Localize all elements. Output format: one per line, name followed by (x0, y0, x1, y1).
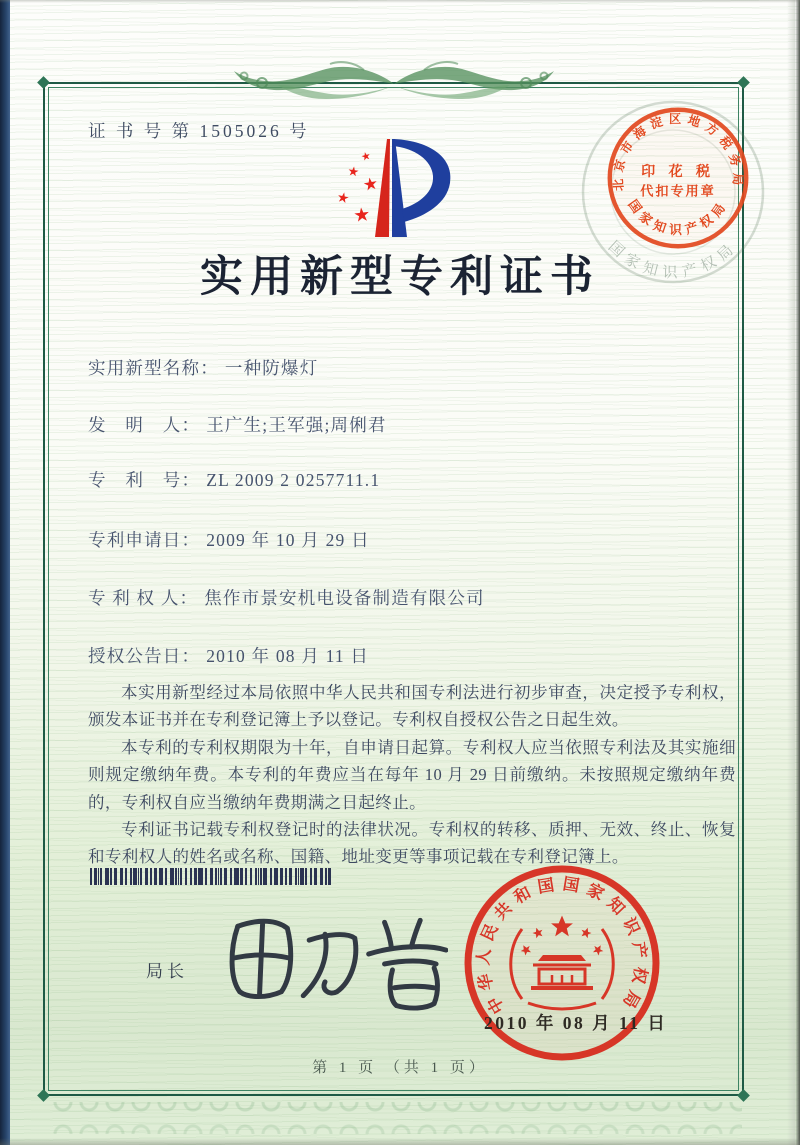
field-label: 专 利 号： (88, 470, 201, 490)
logo-star-icon: ★ (335, 190, 351, 208)
legal-paragraph: 专利证书记载专利权登记时的法律状况。专利权的转移、质押、无效、终止、恢复和专利权人的姓名或名称、国籍、地址变更等事项记载在专利登记簿上。 (88, 820, 736, 867)
certificate-number: 证 书 号 第 1505026 号 (88, 121, 310, 141)
commissioner-title-label: 局长 (146, 962, 188, 981)
field-row-patentee (88, 585, 485, 610)
certificate-barcode (90, 868, 331, 885)
tax-stamp-arc-bottom: 国家知识产权局 (625, 197, 731, 238)
field-row-patent-number (88, 467, 380, 492)
field-label: 授权公告日： (88, 646, 201, 666)
patent-office-logo (328, 131, 480, 247)
field-row-inventors (88, 412, 387, 437)
field-row-name (88, 355, 318, 380)
field-row-filing-date (88, 527, 370, 552)
tax-stamp-line2: 代扣专用章 (640, 183, 716, 199)
field-label: 实用新型名称： (88, 358, 219, 378)
embossed-seal-text: 国家知识产权局 (604, 238, 742, 282)
legal-text-block (88, 679, 736, 871)
page-edge-top (0, 0, 800, 3)
logo-star-icon: ★ (352, 204, 372, 227)
field-value: 2010 年 08 月 11 日 (206, 646, 370, 666)
legal-paragraph: 本专利的专利权期限为十年，自申请日起算。专利权人应当依照专利法及其实施细则规定缴纳年费。本专利的年费应当在每年 10 月 29 日前缴纳。未按照规定缴纳年费的，专利权自应当缴纳年费期满之日起终止。 (88, 737, 736, 812)
field-value: 一种防爆灯 (224, 358, 319, 378)
page-edge-right (795, 0, 800, 1145)
frame-corner-ornament (737, 1089, 750, 1102)
field-label: 专利申请日： (88, 530, 201, 550)
tax-stamp-line1: 印 花 税 (641, 164, 715, 181)
field-value: 王广生;王军强;周俐君 (206, 415, 387, 435)
field-value: ZL 2009 2 0257711.1 (206, 470, 381, 490)
field-value: 2009 年 10 月 29 日 (206, 530, 370, 550)
field-label: 发 明 人： (88, 415, 201, 435)
frame-top-flourish-ornament (224, 56, 564, 112)
page-edge-bottom (0, 1138, 800, 1145)
seal-ring-text: 中华人民共和国国家知识产权局 (473, 874, 651, 1018)
bottom-lace-ornament (50, 1102, 742, 1134)
logo-blue-wedge (392, 139, 407, 237)
frame-corner-ornament (737, 76, 750, 89)
page-edge-right-shadow (787, 0, 795, 1145)
logo-star-icon: ★ (359, 149, 373, 164)
legal-paragraph: 本实用新型经过本局依照中华人民共和国专利法进行初步审查，决定授予专利权，颁发本证书并在专利登记簿上予以登记。专利权自授权公告之日起生效。 (88, 683, 736, 730)
tax-stamp-arc-top: 北京市海淀区地方税务局 (611, 112, 745, 192)
field-label: 专 利 权 人： (88, 588, 199, 608)
field-row-grant-date (88, 643, 369, 668)
logo-star-icon: ★ (346, 163, 361, 180)
frame-corner-ornament (37, 1089, 50, 1102)
certificate-title: 实用新型专利证书 (200, 254, 600, 301)
logo-star-icon: ★ (361, 173, 380, 195)
tax-stamp (600, 100, 756, 256)
field-value: 焦作市景安机电设备制造有限公司 (204, 588, 485, 608)
signature-handwriting (210, 903, 448, 1015)
page-number-footer: 第 1 页 （共 1 页） (312, 1060, 488, 1076)
page-edge-left (0, 0, 10, 1145)
seal-date: 2010 年 08 月 11 日 (484, 1013, 668, 1033)
